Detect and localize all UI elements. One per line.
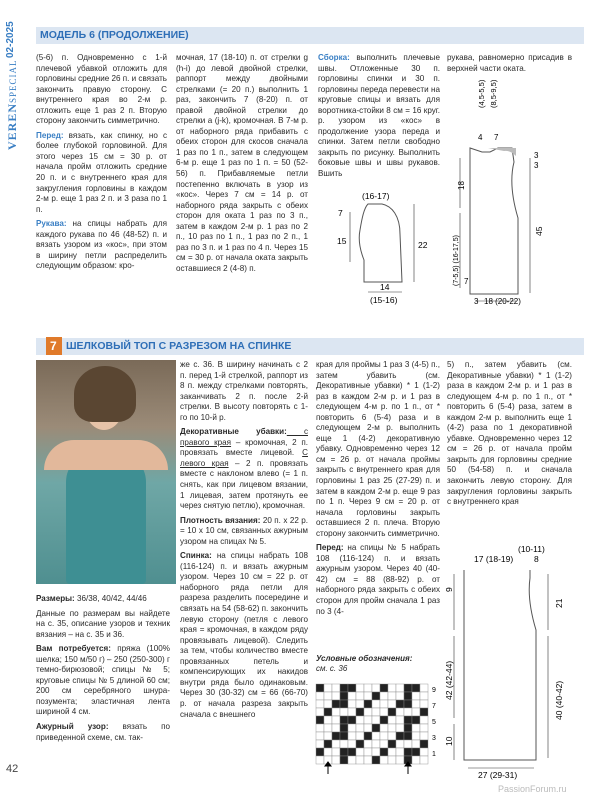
chart-cell (364, 732, 372, 740)
sleeves-text: на спицы набрать для каждого рукава по 46 (48-52) п. и вязать узором из «кос», при этом в ширину петли распределить следующим образом: кро- (36, 219, 167, 271)
chart-cell (340, 748, 348, 756)
sleeve-bottom-label: (15-16) (370, 295, 398, 305)
model6-column-4 (447, 53, 572, 78)
chart-cell (396, 708, 404, 716)
chart-cell (332, 692, 340, 700)
materials-heading: Вам потребуется: (36, 644, 111, 654)
model6-column-3 (318, 53, 440, 184)
decorative-text-1: – кромочная, 2 п. провязать вместе лицевой. (180, 437, 308, 458)
chart-cell (316, 724, 324, 732)
chart-cell (420, 708, 428, 716)
chart-cell (396, 756, 404, 764)
chart-cell (388, 732, 396, 740)
chart-cell (404, 724, 412, 732)
photo-top (66, 452, 146, 584)
right-edge-label: с правого края (180, 427, 308, 447)
body-pattern-diagram (450, 79, 560, 308)
chart-cell (380, 708, 388, 716)
chart-cell (372, 684, 380, 692)
size-reference-text: Данные по размерам вы найдете на с. 35, описание узоров и техник вязания – на с. 35 и 36. (36, 608, 170, 639)
front7-text: на спицы № 5 набрать 108 (116-124) п. и вязать ажурным узором. Через 40 (40-42) см = 88 (88-92) р. от наборного ряда закрыть с обеих сторон для пройм сначала 1 раз по 3 (4- (316, 543, 440, 616)
armhole-text: края для проймы 1 раз 3 (4-5) п., затем убавить (см. Декоративные убавки) * 1 (1-2) раз в каждом 2-м р. и 1 раз в следующем 4-м р. по 1 п., от * повторить 6 (5-4) раза и в следующем 2-м р. выполнить еще 1 (4-2) декоративную убавку. Одновременно через 12 см = 26 р. от начала проймы закрыть с внутреннего края для горловины 1 раз 25 (27-29) п. и затем в каждом 2-м р. еще 9 раз по 1 п. Через 9 см = 20 р. от начала горловины закрыть оставшиеся 2 п. плеча. Вторую сторону закончить симметрично. (316, 360, 440, 538)
chart-cell (340, 684, 348, 692)
chart-cell (404, 740, 412, 748)
chart-cell (404, 700, 412, 708)
chart-cell (348, 724, 356, 732)
lace-heading: Ажурный узор: (36, 722, 109, 732)
chart-cell (348, 756, 356, 764)
chart-cell (324, 724, 332, 732)
chart-row-9: 9 (432, 687, 436, 694)
chart-cell (420, 724, 428, 732)
chart-cell (380, 716, 388, 724)
model7-number: 7 (50, 339, 57, 353)
chart-cell (348, 740, 356, 748)
chart-cell (332, 716, 340, 724)
chart-cell (364, 692, 372, 700)
materials-text: пряжа (100% шелка; 150 м/50 г) – 250 (250-300) г темно-бирюзовой; спицы № 5; круговые спицы № 5 длиной 60 см; 200 см серебряного шнура-позумента; эластичная лента шириной 4 см. (36, 644, 170, 717)
right-label-1: 21 (554, 598, 564, 608)
chart-cell (324, 700, 332, 708)
chart-cell (348, 684, 356, 692)
chart-cell (316, 716, 324, 724)
issue-number: 02-2025 (5, 21, 16, 58)
chart-row-5: 5 (432, 719, 436, 726)
body-right-2: 3 (534, 161, 539, 170)
chart-cell (340, 740, 348, 748)
chart-cell (364, 708, 372, 716)
model7-column-4 (447, 360, 572, 512)
chart-cell (316, 684, 324, 692)
chart-cell (364, 740, 372, 748)
chart-cell (404, 684, 412, 692)
chart-cell (412, 756, 420, 764)
chart-cell (356, 716, 364, 724)
chart-cell (332, 740, 340, 748)
chart-cell (348, 700, 356, 708)
chart-cell (396, 748, 404, 756)
chart-cell (380, 692, 388, 700)
chart-cell (420, 692, 428, 700)
chart-cell (396, 716, 404, 724)
chart-cell (332, 700, 340, 708)
sleeves-heading: Рукава: (36, 219, 67, 229)
left-label-2: 42 (42-44) (444, 660, 454, 700)
chart-cell (324, 740, 332, 748)
chart-cell (396, 700, 404, 708)
chart-cell (348, 708, 356, 716)
chart-cell (316, 732, 324, 740)
chart-cell (372, 700, 380, 708)
legend-heading: Условные обозначения: (316, 654, 413, 663)
chart-cell (364, 684, 372, 692)
model6-text-4: рукава, равномерно присадив в верхней части оката. (447, 53, 572, 73)
chart-cell (380, 748, 388, 756)
left-label-1: 9 (444, 587, 454, 592)
chart-cell (420, 756, 428, 764)
sizes-heading: Размеры: (36, 594, 75, 603)
chart-cell (324, 716, 332, 724)
body-right-1: 3 (534, 151, 539, 160)
body-bottom-label: 18 (20-22) (484, 297, 521, 306)
body-left-1: 18 (457, 181, 466, 190)
chart-cell (380, 740, 388, 748)
chart-cell (316, 740, 324, 748)
chart-cell (348, 692, 356, 700)
chart-row-1: 1 (432, 751, 436, 758)
assembly-heading: Сборка: (318, 53, 350, 62)
sleeve-bottom-inner: 14 (380, 282, 390, 292)
chart-cell (420, 716, 428, 724)
chart-row-3: 3 (432, 735, 436, 742)
chart-cell (420, 684, 428, 692)
model7-column-2 (180, 360, 308, 724)
chart-cell (332, 748, 340, 756)
body-top-2: (8,5-9,5) (489, 79, 498, 108)
chart-row-7: 7 (432, 703, 436, 710)
chart-cell (396, 740, 404, 748)
chart-cell (388, 700, 396, 708)
chart-cell (332, 724, 340, 732)
body-top-1: (4,5-5,5) (477, 79, 486, 108)
chart-cell (372, 724, 380, 732)
chart-cell (388, 748, 396, 756)
chart-cell (364, 748, 372, 756)
sleeve-top-label: (16-17) (362, 191, 390, 201)
body-right-label: 45 (534, 226, 544, 236)
sleeve-left-label-2: 15 (337, 236, 347, 246)
chart-cell (372, 732, 380, 740)
chart-cell (420, 740, 428, 748)
chart-cell (324, 684, 332, 692)
density-heading: Плотность вязания: (180, 515, 261, 525)
chart-cell (396, 732, 404, 740)
chart-cell (364, 700, 372, 708)
page-number: 42 (6, 763, 19, 775)
chart-cell (340, 756, 348, 764)
top-pattern-diagram (446, 540, 572, 780)
chart-cell (356, 756, 364, 764)
chart-cell (332, 684, 340, 692)
decorative-heading: Декоративные убавки: (180, 427, 287, 437)
chart-cell (404, 732, 412, 740)
chart-cell (372, 756, 380, 764)
chart-cell (340, 716, 348, 724)
body-left-2: (7-5,5) (16-17,5) (453, 235, 460, 286)
chart-cell (348, 732, 356, 740)
chart-cell (404, 708, 412, 716)
model6-text-1: (5-6) п. Одновременно с 1-й плечевой убавкой отложить для горловины средние 26 п. и связать закончить правую сторону. С внутреннего края во 2-м р. отложить еще 1 раз 2 п. Вторую сторону закончить симметрично. (36, 53, 168, 126)
chart-cell (372, 692, 380, 700)
chart-cell (412, 716, 420, 724)
chart-cell (364, 724, 372, 732)
decorative-text-2: – 2 п. провязать вместе с наклоном влево (= 1 п. снять, как при лицевом вязании, 1 лицевая, затем протянуть ее через снятую петлю), кромочная. (180, 458, 308, 511)
chart-cell (372, 716, 380, 724)
lace-cont-text: же с. 36. В ширину начинать с 2 п. перед 1-й стрелкой, раппорт из 8 п. между стрелками повторять, заканчивать 2 п. после 2-й стрелки. В высоту повторять с 1-го по 10-й р. (180, 360, 308, 422)
chart-cell (412, 700, 420, 708)
chart-cell (348, 748, 356, 756)
chart-cell (324, 732, 332, 740)
chart-cell (356, 740, 364, 748)
chart-cell (356, 724, 364, 732)
chart-cell (388, 724, 396, 732)
model6-column-2 (176, 53, 308, 278)
chart-cell (356, 684, 364, 692)
top-label-1: (10-11) (518, 544, 545, 554)
chart-cell (332, 732, 340, 740)
back-text: на спицы набрать 108 (116-124) п. и вязать ажурным узором. Через 10 см = 22 р. от наборного ряда петли для разреза разделить посередине и связать на 54 (58-62) п. закончить левую сторону (петля с левого края = кромочная, в каждом ряду провязывать лицевой). Следить за тем, чтобы количество вместе провязанных петель и компенсирующих их накидов внутри ряда было одинаковым. Через 30 (30-32) см = 66 (66-70) р. от начала разреза закрыть сначала с внешнего (180, 551, 309, 719)
sleeve-pattern-diagram (330, 190, 440, 310)
left-label-3: 10 (444, 736, 454, 746)
chart-cell (372, 740, 380, 748)
chart-cell (380, 732, 388, 740)
chart-cell (324, 708, 332, 716)
top-label-2: 17 (18-19) (474, 554, 514, 564)
chart-cell (388, 684, 396, 692)
chart-cell (388, 756, 396, 764)
chart-cell (364, 756, 372, 764)
chart-cell (388, 692, 396, 700)
knitting-chart (314, 682, 454, 777)
chart-cell (412, 748, 420, 756)
body-bottom-small: 3 (474, 297, 479, 306)
chart-cell (324, 748, 332, 756)
front-heading: Перед: (36, 130, 64, 140)
chart-cell (396, 724, 404, 732)
right-label-2: 40 (40-42) (554, 680, 564, 720)
front-text: вязать, как спинку, но с более глубокой горловиной. Для этого через 15 см = 30 р. от начала пройм отложить средние 20 п. и с внутреннего края для закругления горловины в каждом 2-м р. еще 1 раз 2 п. и 3 раза по 1 п. (36, 130, 167, 214)
chart-cell (340, 732, 348, 740)
chart-cell (356, 732, 364, 740)
chart-cell (412, 724, 420, 732)
chart-cell (420, 748, 428, 756)
chart-cell (372, 748, 380, 756)
chart-cell (332, 756, 340, 764)
photo-hair (74, 366, 136, 422)
chart-cell (420, 732, 428, 740)
chart-cell (404, 748, 412, 756)
sleeve-right-label: 22 (418, 240, 428, 250)
photo-shoulders (44, 440, 168, 470)
brand-sub: SPECIAL (8, 59, 18, 103)
front7-heading: Перед: (316, 543, 344, 553)
sizes-text: 36/38, 40/42, 44/46 (74, 594, 147, 603)
brand-logo: VEREN (5, 102, 19, 150)
body-left-3: 7 (464, 277, 469, 286)
lace-text: вязать по приведенной схеме, см. так- (36, 722, 171, 742)
chart-cell (380, 700, 388, 708)
chart-cell (356, 708, 364, 716)
chart-cell (356, 692, 364, 700)
chart-cell (356, 700, 364, 708)
chart-cell (340, 724, 348, 732)
model6-title: МОДЕЛЬ 6 (ПРОДОЛЖЕНИЕ) (40, 29, 189, 41)
chart-cell (316, 756, 324, 764)
left-edge-label: С левого края (180, 448, 308, 468)
body-top-3: 4 (478, 133, 483, 142)
chart-cell (396, 692, 404, 700)
sleeve-left-label-1: 7 (338, 208, 343, 218)
assembly-text: выполнить плечевые швы. Отложенные 30 п. горловины спинки и 30 п. горловины переда перевести на круговые спицы и вязать для воротника-стойки 8 см = 16 круг. р. узором из «кос» в продолжение узора переда и спинки. Затем петли свободно закрыть по рисунку. Выполнить боковые швы и швы рукавов. Вшить (318, 53, 440, 179)
chart-cell (420, 700, 428, 708)
chart-cell (324, 692, 332, 700)
chart-cell (412, 708, 420, 716)
chart-cell (412, 740, 420, 748)
chart-cell (332, 708, 340, 716)
density-text: 20 п. х 22 р. = 10 х 10 см, связанных ажурным узором на спицах № 5. (180, 515, 309, 546)
chart-cell (364, 716, 372, 724)
chart-cell (316, 692, 324, 700)
chart-cell (380, 684, 388, 692)
chart-cell (348, 716, 356, 724)
body-top-4: 7 (494, 133, 499, 142)
chart-cell (388, 716, 396, 724)
chart-cell (412, 692, 420, 700)
front7-cont-text: 5) п., затем убавить (см. Декоративные убавки) * 1 (1-2) раза в каждом 2-м р. и 1 раз в следующем 4-м р. по 1 п., от * повторить 6 (5-4) раза, затем в каждом 2-м р. выполнить еще 1 (4-2) раза по 1 декоративной убавке. Одновременно через 12 см = 26 р. от начала пройм закрыть для горловины средние 50 (54-58) п. и сначала закончить левую сторону. Для закругления горловины закрыть с внутреннего края (447, 360, 572, 507)
model7-column-1 (36, 594, 170, 747)
chart-cell (404, 716, 412, 724)
chart-cell (340, 700, 348, 708)
top-label-3: 8 (534, 554, 539, 564)
chart-cell (412, 732, 420, 740)
chart-cell (380, 724, 388, 732)
chart-cell (380, 756, 388, 764)
chart-cell (356, 748, 364, 756)
chart-cell (412, 684, 420, 692)
chart-cell (316, 708, 324, 716)
chart-cell (404, 692, 412, 700)
legend-subtext: см. с. 36 (316, 664, 348, 673)
model6-text-2: мочная, 17 (18-10) п. от стрелки g (h-i) до левой двойной стрелки, раппорт между двойными стрелками (= 20 п.) выполнить 1 раз, закончить 7 (8-20) п. от правой двойной стрелки до стрелки а (j-k), кромочная. В 7-м р. от наборного ряда прибавить с обеих сторон для скосов сначала 1 раз по 1 п., затем в следующем 6-м р. еще 1 раз по 1 п. = 50 (52-56) п. Прибавляемые петли постепенно включать в узор из «кос». Через 7 см = 14 р. от наборного ряда закрыть с обеих сторон для оката 1 раз по 3 п., затем в каждом 2-м р. 1 раз по 2 п., 10 раз по 1 п., 1 раз по 2 п., 1 раз по 3 п. и 1 раз по 4 п. Через 15 см = 30 р. от начала оката закрыть оставшиеся 2 (4-8) п. (176, 53, 308, 273)
chart-cell (340, 692, 348, 700)
chart-cell (388, 740, 396, 748)
chart-cell (340, 708, 348, 716)
model-photo (36, 360, 176, 584)
model7-title: ШЕЛКОВЫЙ ТОП С РАЗРЕЗОМ НА СПИНКЕ (66, 340, 292, 352)
back-heading: Спинка: (180, 551, 212, 561)
chart-cell (396, 684, 404, 692)
chart-cell (388, 708, 396, 716)
bottom-label: 27 (29-31) (478, 770, 518, 780)
chart-cell (316, 748, 324, 756)
chart-cell (316, 700, 324, 708)
chart-cell (372, 708, 380, 716)
model7-column-3 (316, 360, 440, 621)
footer-watermark: PassionForum.ru (498, 784, 567, 794)
model6-column-1 (36, 53, 167, 276)
